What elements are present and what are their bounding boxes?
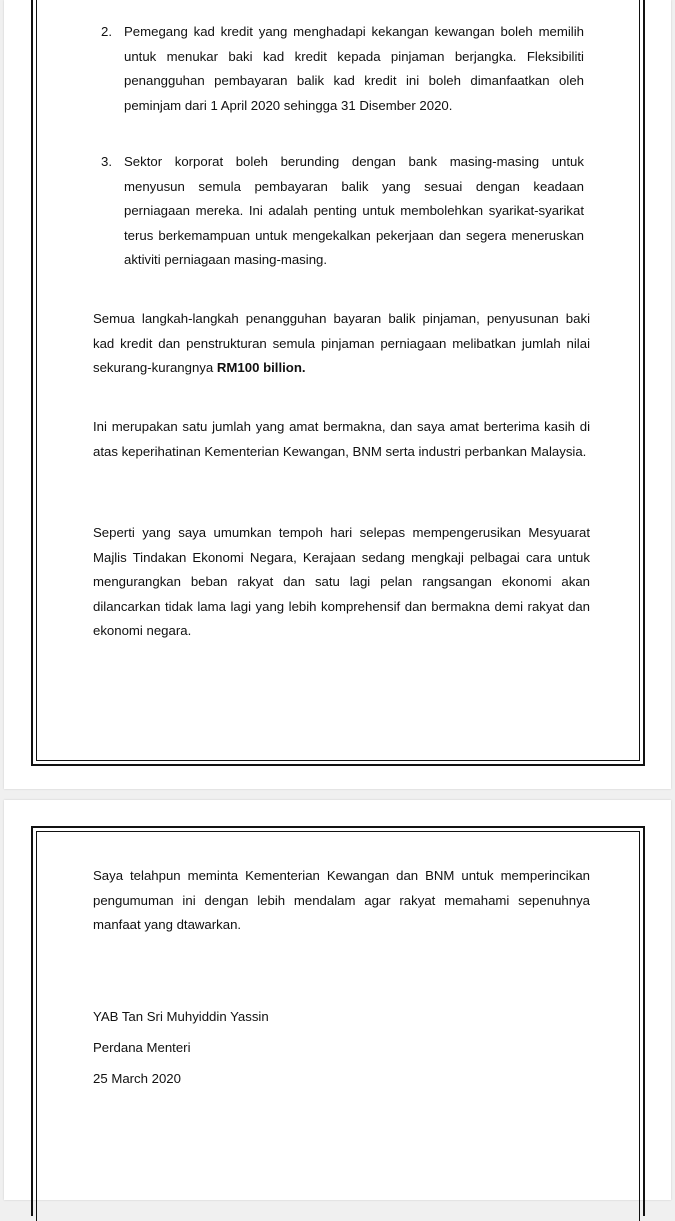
- amount-highlight: RM100 billion.: [216, 360, 306, 375]
- paragraph-request: Saya telahpun meminta Kementerian Kewangan dan BNM untuk memperincikan pengumuman ini dengan lebih mendalam agar rakyat memahami sepenuhnya manfaat yang dtawarkan.: [93, 868, 590, 932]
- document-page-2: [4, 800, 671, 1200]
- list-number: 2.: [101, 24, 112, 39]
- list-item-2: [101, 20, 584, 118]
- list-item-text: Pemegang kad kredit yang menghadapi kekangan kewangan boleh memilih untuk menukar baki kad kredit kepada pinjaman berjangka. Fleksibiliti penangguhan pembayaran balik kad kredit ini boleh dimanfaatkan oleh peminjam dari 1 April 2020 sehingga 31 Disember 2020.: [124, 24, 584, 113]
- list-number: 3.: [101, 154, 112, 169]
- paragraph-text: Semua langkah-langkah penangguhan bayaran balik pinjaman, penyusunan baki kad kredit dan penstrukturan semula pinjaman perniagaan melibatkan jumlah nilai sekurang-kurangnya: [93, 311, 590, 375]
- signatory-name: YAB Tan Sri Muhyiddin Yassin: [93, 1009, 269, 1024]
- document-page-1: [4, 0, 671, 789]
- document-date: 25 March 2020: [93, 1071, 181, 1086]
- paragraph-stimulus-plan: Seperti yang saya umumkan tempoh hari selepas mempengerusikan Mesyuarat Majlis Tindakan Ekonomi Negara, Kerajaan sedang mengkaji pelbagai cara untuk mengurangkan beban rakyat dan satu lagi pelan rangsangan ekonomi akan dilancarkan tidak lama lagi yang lebih komprehensif dan bermakna demi rakyat dan ekonomi negara.: [93, 525, 590, 638]
- list-item-text: Sektor korporat boleh berunding dengan bank masing-masing untuk menyusun semula pembayaran balik yang sesuai dengan keadaan perniagaan mereka. Ini adalah penting untuk membolehkan syarikat-syarikat terus berkemampuan untuk mengekalkan pekerjaan dan segera meneruskan aktiviti perniagaan masing-masing.: [124, 154, 584, 267]
- list-item-3: [101, 150, 584, 273]
- paragraph-gratitude: Ini merupakan satu jumlah yang amat bermakna, dan saya amat berterima kasih di atas keperihatinan Kementerian Kewangan, BNM serta industri perbankan Malaysia.: [93, 419, 590, 459]
- signatory-title: Perdana Menteri: [93, 1040, 191, 1055]
- paragraph-total-value: [93, 307, 590, 381]
